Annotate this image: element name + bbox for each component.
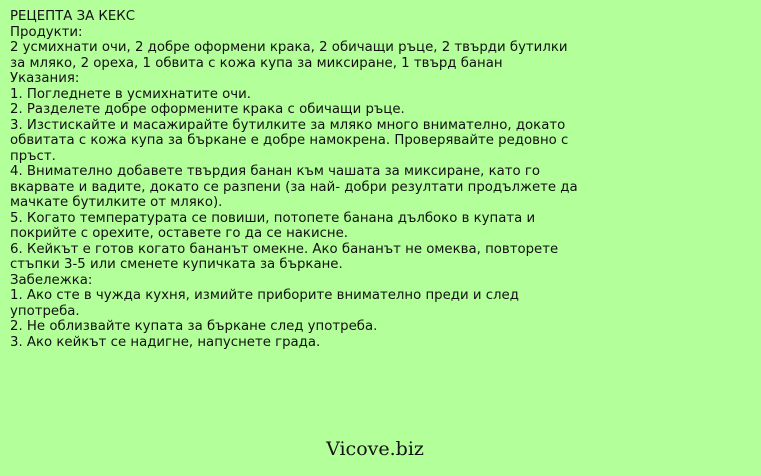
- instruction-line: вкарвате и вадите, докато се разпени (за най- добри резултати продължете да: [10, 179, 578, 195]
- note-line: употреба.: [10, 303, 80, 319]
- instruction-line: обвитата с кожа купа за бъркане е добре намокрена. Проверявайте редовно с: [10, 133, 569, 148]
- notes-heading: Забележка:: [10, 272, 93, 288]
- instruction-line: 4. Внимателно добавете твърдия банан към чашата за миксиране, като го: [10, 164, 541, 179]
- instruction-line: 6. Кейкът е готов когато бананът омекне. Ако бананът не омеква, повторете: [10, 241, 559, 257]
- ingredients-heading: Продукти:: [10, 24, 83, 40]
- instruction-line: 2. Разделете добре оформените крака с обичащи ръце.: [10, 102, 405, 117]
- instruction-line: пръст.: [10, 148, 56, 164]
- note-line: 2. Не облизвайте купата за бъркане след употреба.: [10, 319, 378, 334]
- instruction-line: 3. Изстискайте и масажирайте бутилките за мляко много внимателно, докато: [10, 117, 566, 133]
- instruction-line: 1. Погледнете в усмихнатите очи.: [10, 86, 251, 102]
- ingredients-line: 2 усмихнати очи, 2 добре оформени крака, 2 обичащи ръце, 2 твърди бутилки: [10, 40, 568, 55]
- recipe-title: РЕЦЕПТА ЗА КЕКС: [10, 9, 136, 24]
- note-line: 3. Ако кейкът се надигне, напуснете града.: [10, 334, 321, 350]
- note-line: 1. Ако сте в чужда кухня, измийте приборите внимателно преди и след: [10, 288, 519, 303]
- ingredients-line: за мляко, 2 ореха, 1 обвита с кожа купа за миксиране, 1 твърд банан: [10, 55, 503, 71]
- instruction-line: покрийте с орехите, оставете го да се накисне.: [10, 226, 348, 241]
- recipe-text: [10, 9, 755, 350]
- instruction-line: 5. Когато температурата се повиши, потопете банана дълбоко в купата и: [10, 210, 536, 226]
- instruction-line: мачкате бутилките от мляко).: [10, 195, 223, 210]
- site-watermark: Vicove.biz: [326, 438, 424, 460]
- instruction-line: стъпки 3-5 или сменете купичката за бъркане.: [10, 257, 343, 272]
- instructions-heading: Указания:: [10, 71, 80, 86]
